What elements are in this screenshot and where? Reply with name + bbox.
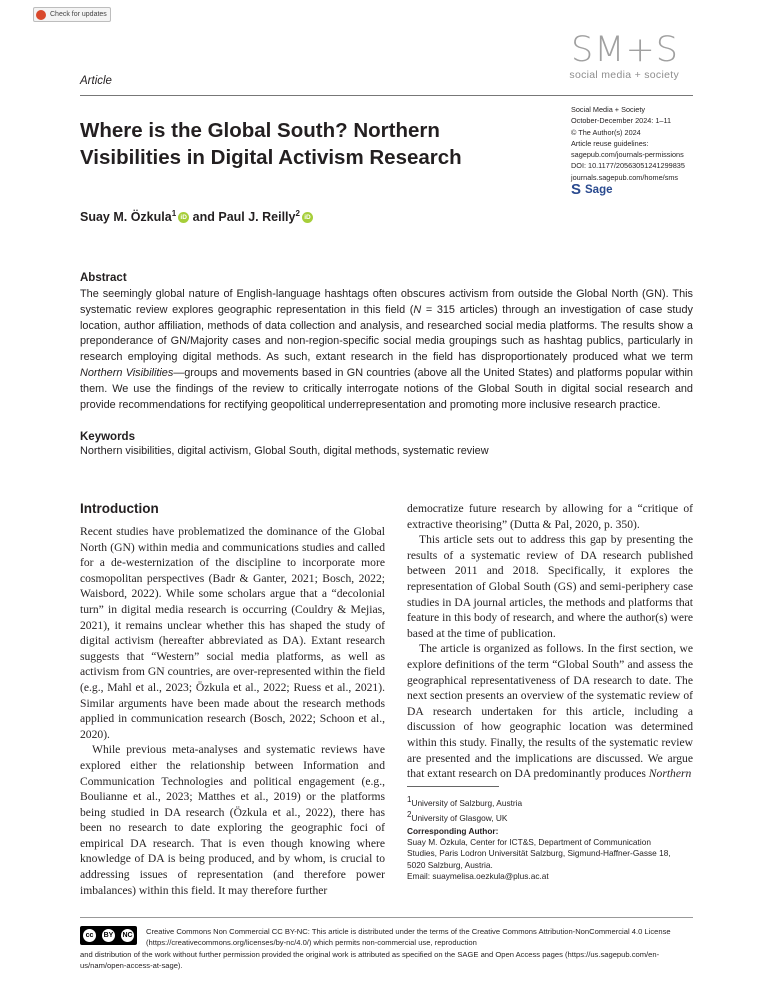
abstract-text: The seemingly global nature of English-language hashtags often obscures activism from outside the Global North (GN). This systematic review explores geographic representation in this field (N = 315 articles) through an investigation of case study location, author affiliation, methods of data collection and analysis, and researched social media platforms. The results show a preponderance of GN/Majority cases and non-region-specific social media groupings such as hashtag publics, particularly in research employing digital methods. As such, extant research in the field has disproportionately produced what we term Northern Visibilities—groups and movements based in GN countries (above all the United States) and platforms popular within them. We use the findings of the review to critically interrogate notions of the Global South in digital social research and provide recommendations for rectifying geopolitical underrepresentation and promoting more inclusive research practice. — [80, 288, 693, 411]
by-icon: BY — [102, 929, 115, 942]
abstract-heading: Abstract — [80, 272, 127, 284]
corresponding-author-heading: Corresponding Author: — [407, 826, 499, 836]
license-text-1: Creative Commons Non Commercial CC BY-NC: This article is distributed under the terms of the Creative Commons Attribution-NonCommercial 4.0 License (https://creativecommons.org/licenses/by-nc/4.0/) which permits non-commercial use, reproduction — [146, 927, 671, 948]
copyright: © The Author(s) 2024 — [571, 127, 641, 137]
author-line — [80, 209, 313, 224]
corresponding-author — [407, 826, 693, 882]
intro-paragraph-5: The article is organized as follows. In the first section, we explore definitions of the term “Global South” and assess the geographical representativeness of DA research to date. The next section presents an overview of the systematic review of DA research undertaken for this article, including a discussion of how geographic location was determined within this study. Finally, the results of the systematic review are presented and the implications are discussed. We argue that extant research on DA predominantly produces Northern — [407, 642, 693, 781]
license-text-2: and distribution of the work without further permission provided the original work is attributed as specified on the SAGE and Open Access pages (https://us.sagepub.com/en-us/nam/open-access-at-sage). — [80, 950, 660, 971]
cc-by-nc-badge[interactable] — [80, 926, 137, 945]
check-for-updates-badge[interactable] — [33, 7, 111, 22]
intro-paragraph-1: Recent studies have problematized the dominance of the Global North (GN) within media and communications studies and called for a de-westernization of the discipline to incorporate more cosmopolitan perspectives (Badr & Ganter, 2021; Bosch, 2022; Waisbord, 2022). While some scholars argue that a “decolonial turn” in digital media research is occurring (Couldry & Mejias, 2021), it remains unclear whether this has shaped the study of digital activism (hereafter abbreviated as DA). Extant research suggests that “Western” social media platforms, as well as activism from GN countries, are over-represented within the field (e.g., Mahl et al., 2023; Özkula et al., 2022; Ruess et al., 2021). Similar arguments have been made about the research methods applied in communication research (Bosch, 2022; Schoon et al., 2020). — [80, 525, 385, 741]
journal-logo-sub: social media + society — [569, 69, 679, 81]
affiliation-1: $^1$University of Salzburg, Austria — [407, 795, 523, 808]
doi[interactable]: DOI: 10.1177/20563051241299835 — [571, 161, 685, 171]
keywords-text: Northern visibilities, digital activism, Global South, digital methods, systematic review — [80, 445, 489, 457]
orcid-icon[interactable]: iD — [178, 212, 189, 223]
footnote-divider — [407, 786, 499, 787]
cc-icon: cc — [83, 929, 96, 942]
sage-s-icon: S — [571, 181, 582, 198]
left-column — [80, 524, 385, 898]
corresponding-author-line: Studies, Paris Lodron Universität Salzburg, Sigmund-Haffner-Gasse 18, — [407, 848, 671, 859]
introduction-heading: Introduction — [80, 501, 159, 516]
crossmark-icon — [36, 10, 46, 20]
author-2-name: Paul J. Reilly — [218, 210, 296, 225]
article-type: Article — [80, 75, 112, 87]
permissions-link[interactable]: sagepub.com/journals-permissions — [571, 150, 684, 160]
affiliation-2: $^2$University of Glasgow, UK — [407, 809, 508, 823]
author-1-affiliation: 1 — [171, 209, 177, 218]
publisher-name: Sage — [585, 183, 613, 196]
intro-paragraph-4: This article sets out to address this gap by presenting the results of a systematic review of DA research published between 2011 and 2018. Specifically, it explores the representation of Global South (GS) and semi-periphery case studies in DA journal articles, the methods and platforms that feature in this body of research, and where the author(s) were based at the time of publication. — [407, 533, 693, 640]
nc-icon: NC — [121, 929, 134, 942]
right-column — [407, 501, 693, 782]
corresponding-author-email[interactable]: Email: suaymelisa.oezkula@plus.ac.at — [407, 870, 549, 881]
keywords-heading: Keywords — [80, 431, 135, 443]
orcid-icon[interactable]: iD — [302, 212, 313, 223]
check-for-updates-label: Check for updates — [50, 11, 107, 18]
journal-logo-main: SM+S — [571, 30, 679, 70]
corresponding-author-line: 5020 Salzburg, Austria. — [407, 859, 493, 870]
affiliations — [407, 794, 693, 824]
header-divider — [80, 95, 693, 96]
publisher-logo — [571, 181, 613, 198]
intro-paragraph-3: democratize future research by allowing for a “critique of extractive theorising” (Dutta & Pal, 2020, p. 350). — [407, 502, 693, 531]
reuse-guidelines-label: Article reuse guidelines: — [571, 138, 649, 148]
journal-issue: October-December 2024: 1–11 — [571, 116, 672, 126]
author-2-affiliation: 2 — [295, 209, 300, 218]
journal-logo — [569, 30, 679, 81]
corresponding-author-line: Suay M. Özkula, Center for ICT&S, Department of Communication — [407, 837, 651, 848]
journal-name: Social Media + Society — [571, 105, 646, 114]
license-divider — [80, 917, 693, 918]
author-conjunction: and — [192, 210, 215, 225]
intro-paragraph-2: While previous meta-analyses and systematic reviews have explored either the relationship between Information and Communication Technologies and political engagement (e.g., Boulianne et al., 2023; Matthes et al., 2019) or the platforms being studied in DA research (Özkula et al., 2022), there has been no research to date exploring the geographic foci of empirical DA research. That is even though knowing where knowledge of DA is being produced, and by whom, is crucial to addressing issues of representation (and therefore power imbalances) within this field. It may therefore further — [80, 743, 385, 897]
journal-home-link[interactable]: journals.sagepub.com/home/sms — [571, 172, 679, 182]
article-title: Where is the Global South? Northern Visibilities in Digital Activism Research — [80, 119, 462, 169]
journal-info — [571, 104, 751, 183]
author-1-name: Suay M. Özkula — [80, 210, 172, 225]
